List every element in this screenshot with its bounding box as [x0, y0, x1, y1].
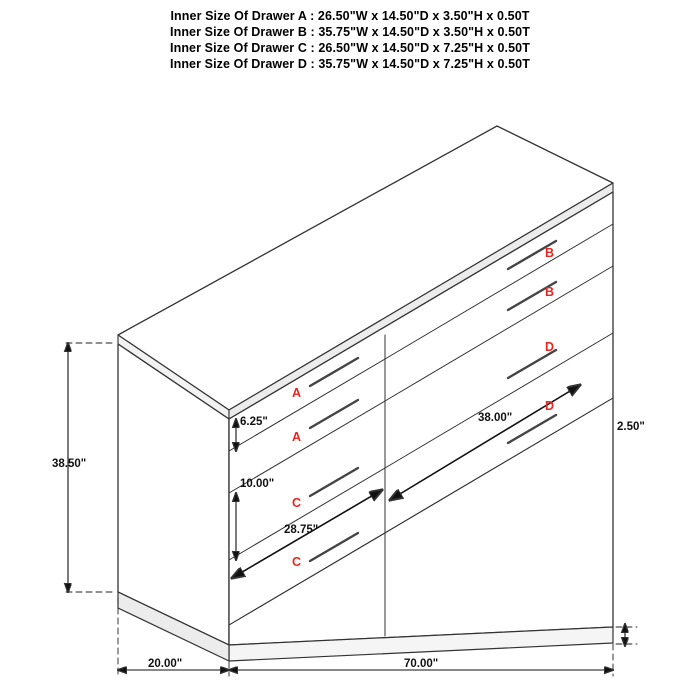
drawer-letter-a2: A — [292, 430, 302, 444]
dim-label-base-height: 2.50" — [617, 421, 645, 433]
drawer-letter-d1: D — [545, 340, 555, 354]
spec-line-a: Inner Size Of Drawer A : 26.50"W x 14.50"D x 3.50"H x 0.50T — [170, 9, 530, 23]
dim-label-front-diagonal-short: 28.75" — [284, 524, 319, 536]
spec-line-d: Inner Size Of Drawer D : 35.75"W x 14.50"D x 7.25"H x 0.50T — [170, 57, 530, 71]
spec-line-c: Inner Size Of Drawer C : 26.50"W x 14.50"D x 7.25"H x 0.50T — [170, 41, 530, 55]
dim-label-drawer-small-height: 6.25" — [240, 416, 268, 428]
drawer-letter-c2: C — [292, 555, 302, 569]
dim-label-depth: 20.00" — [148, 658, 183, 670]
drawer-letter-b2: B — [545, 285, 555, 299]
spec-line-b: Inner Size Of Drawer B : 35.75"W x 14.50"D x 3.50"H x 0.50T — [170, 25, 530, 39]
drawer-letter-a1: A — [292, 386, 302, 400]
dim-label-drawer-large-height: 10.00" — [240, 478, 275, 490]
dim-label-front-diagonal-long: 38.00" — [478, 412, 513, 424]
dim-label-width: 70.00" — [404, 658, 439, 670]
drawer-letter-c1: C — [292, 496, 302, 510]
dim-label-overall-height: 38.50" — [52, 458, 87, 470]
drawer-letter-b1: B — [545, 246, 555, 260]
drawer-letter-d2: D — [545, 399, 555, 413]
